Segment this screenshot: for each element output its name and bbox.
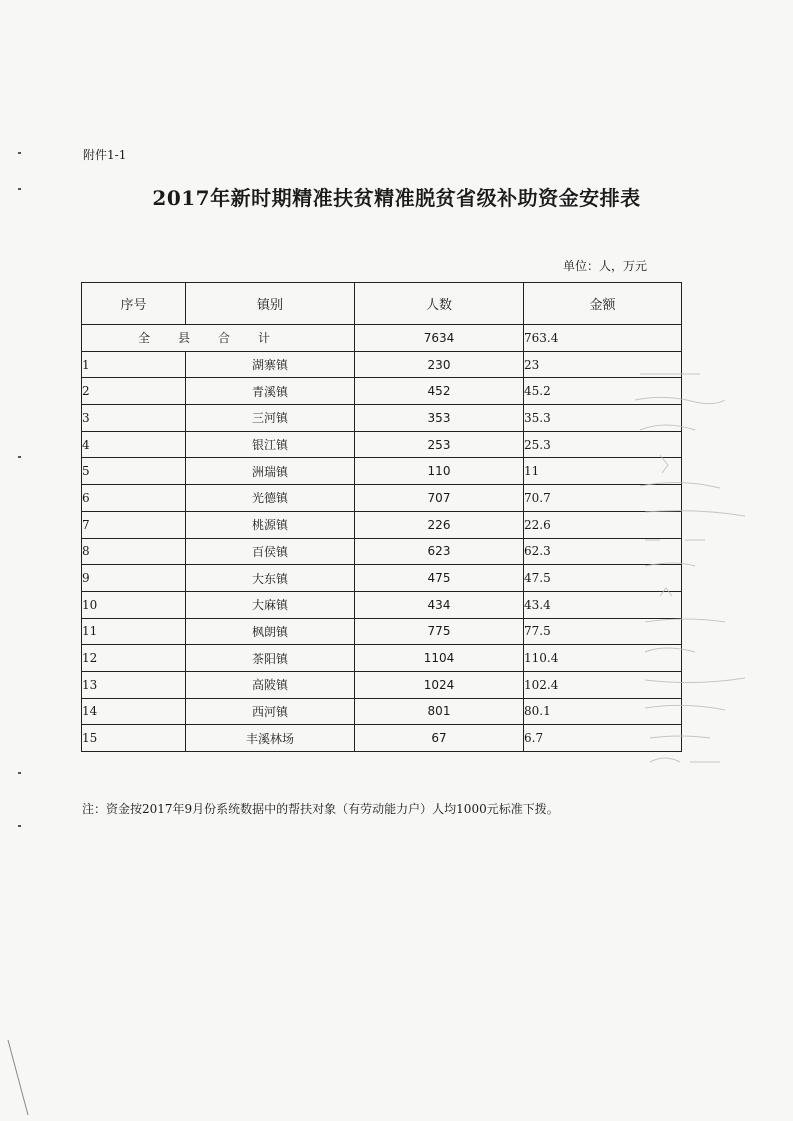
row-amount: 70.7: [524, 485, 682, 512]
row-town: 洲瑞镇: [186, 458, 355, 485]
row-people: 110: [355, 458, 524, 485]
attachment-label: 附件1-1: [83, 148, 127, 162]
row-people: 1024: [355, 671, 524, 698]
row-index: 13: [82, 671, 186, 698]
table-row: [82, 458, 682, 485]
row-index: 10: [82, 591, 186, 618]
row-people: 226: [355, 511, 524, 538]
row-people: 230: [355, 351, 524, 378]
scan-speck: [18, 152, 21, 154]
footnote: 注：资金按2017年9月份系统数据中的帮扶对象（有劳动能力户）人均1000元标准下拨。: [82, 802, 559, 816]
row-people: 707: [355, 485, 524, 512]
row-people: 67: [355, 725, 524, 752]
row-index: 5: [82, 458, 186, 485]
row-people: 1104: [355, 645, 524, 672]
table-row: [82, 405, 682, 432]
row-index: 7: [82, 511, 186, 538]
table-row: [82, 671, 682, 698]
row-town: 西河镇: [186, 698, 355, 725]
row-index: 4: [82, 431, 186, 458]
total-row: [82, 325, 682, 352]
row-people: 623: [355, 538, 524, 565]
row-amount: 62.3: [524, 538, 682, 565]
header-town: 镇别: [186, 283, 355, 325]
table-row: [82, 511, 682, 538]
row-town: 青溪镇: [186, 378, 355, 405]
row-town: 枫朗镇: [186, 618, 355, 645]
header-amount: 金额: [524, 283, 682, 325]
row-people: 353: [355, 405, 524, 432]
row-amount: 23: [524, 351, 682, 378]
row-people: 775: [355, 618, 524, 645]
table-row: [82, 538, 682, 565]
scan-speck: [18, 456, 21, 458]
table-row: [82, 565, 682, 592]
row-amount: 35.3: [524, 405, 682, 432]
row-index: 11: [82, 618, 186, 645]
row-town: 三河镇: [186, 405, 355, 432]
row-index: 1: [82, 351, 186, 378]
row-amount: 77.5: [524, 618, 682, 645]
header-index: 序号: [82, 283, 186, 325]
table-row: [82, 618, 682, 645]
row-amount: 47.5: [524, 565, 682, 592]
row-town: 高陂镇: [186, 671, 355, 698]
total-amount: 763.4: [524, 325, 682, 352]
row-amount: 6.7: [524, 725, 682, 752]
scan-speck: [18, 825, 21, 827]
row-amount: 22.6: [524, 511, 682, 538]
row-amount: 45.2: [524, 378, 682, 405]
table-row: [82, 591, 682, 618]
row-town: 桃源镇: [186, 511, 355, 538]
table-row: [82, 378, 682, 405]
row-amount: 43.4: [524, 591, 682, 618]
total-label: 全县合计: [137, 331, 298, 346]
row-index: 3: [82, 405, 186, 432]
row-town: 光德镇: [186, 485, 355, 512]
page-title: 2017年新时期精准扶贫精准脱贫省级补助资金安排表: [152, 186, 641, 210]
table-row: [82, 485, 682, 512]
row-people: 253: [355, 431, 524, 458]
scan-speck: [18, 772, 21, 774]
unit-note: 单位：人，万元: [563, 259, 648, 273]
row-town: 茶阳镇: [186, 645, 355, 672]
scan-speck: [18, 188, 21, 190]
table-row: [82, 351, 682, 378]
row-town: 大东镇: [186, 565, 355, 592]
row-index: 12: [82, 645, 186, 672]
row-index: 15: [82, 725, 186, 752]
row-index: 6: [82, 485, 186, 512]
row-index: 2: [82, 378, 186, 405]
row-amount: 102.4: [524, 671, 682, 698]
table-row: [82, 698, 682, 725]
table-row: [82, 725, 682, 752]
row-town: 大麻镇: [186, 591, 355, 618]
row-people: 452: [355, 378, 524, 405]
row-amount: 25.3: [524, 431, 682, 458]
row-people: 801: [355, 698, 524, 725]
total-people: 7634: [355, 325, 524, 352]
row-amount: 11: [524, 458, 682, 485]
row-amount: 110.4: [524, 645, 682, 672]
row-town: 丰溪林场: [186, 725, 355, 752]
table-row: [82, 431, 682, 458]
row-index: 9: [82, 565, 186, 592]
header-people: 人数: [355, 283, 524, 325]
table-row: [82, 645, 682, 672]
allocation-table: [81, 282, 682, 752]
row-people: 434: [355, 591, 524, 618]
row-people: 475: [355, 565, 524, 592]
row-town: 银江镇: [186, 431, 355, 458]
row-index: 14: [82, 698, 186, 725]
row-index: 8: [82, 538, 186, 565]
row-amount: 80.1: [524, 698, 682, 725]
row-town: 湖寨镇: [186, 351, 355, 378]
row-town: 百侯镇: [186, 538, 355, 565]
